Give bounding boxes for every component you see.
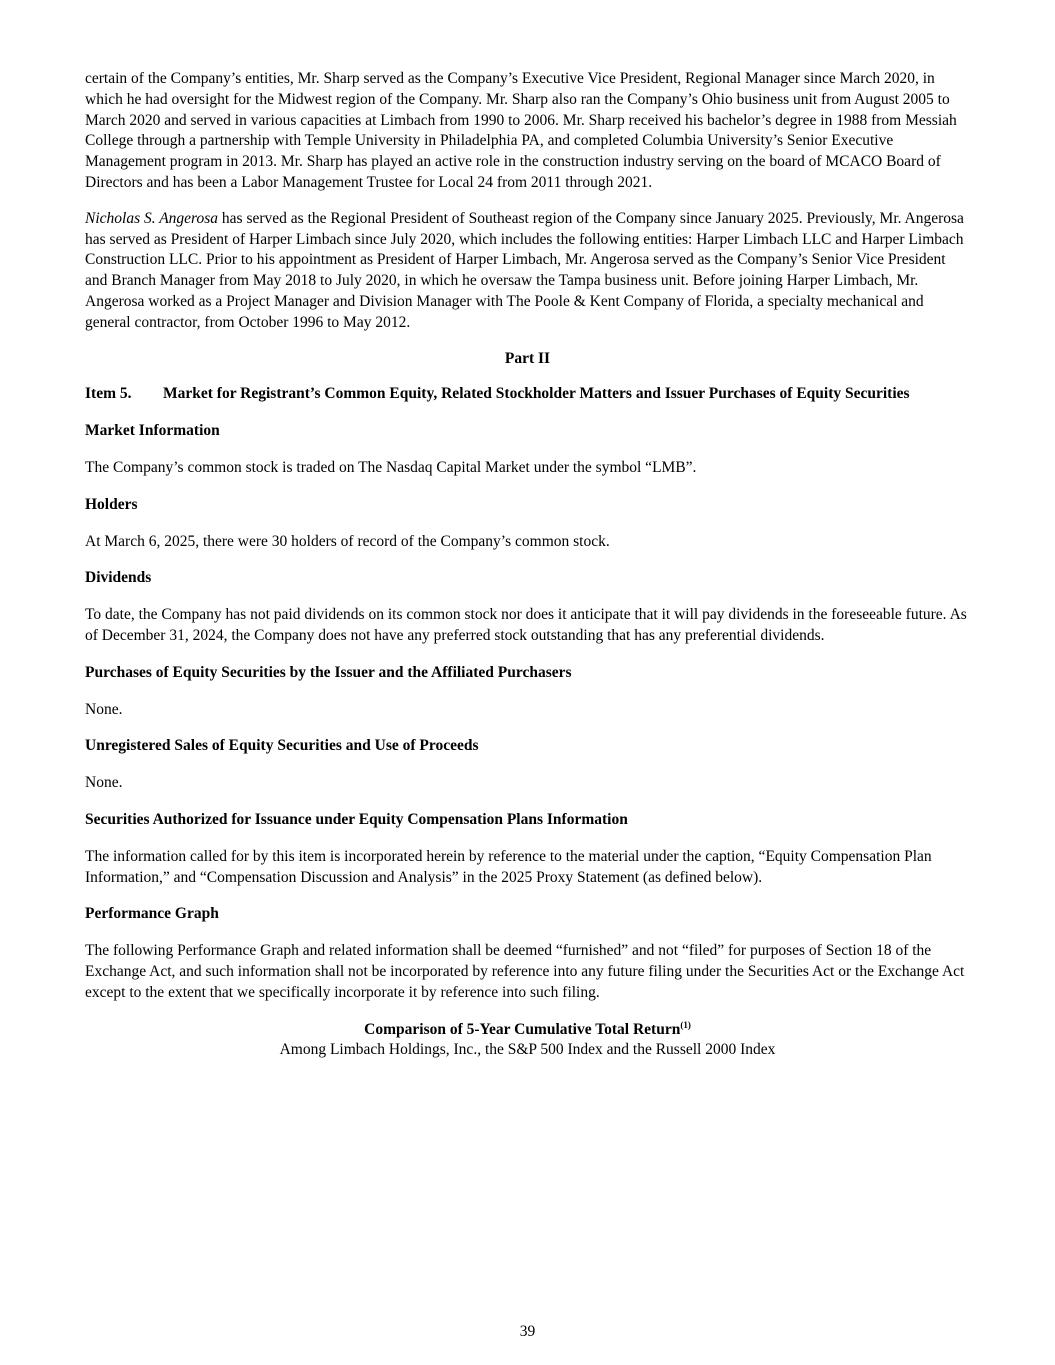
purchases-text: None. [85, 700, 123, 718]
dividends-heading: Dividends [85, 569, 152, 587]
market-info-text: The Company’s common stock is traded on The Nasdaq Capital Market under the symbol “LMB”. [85, 458, 697, 476]
sharp-bio-paragraph: certain of the Company’s entities, Mr. Sharp served as the Company’s Executive Vice President, Regional Manager since March 2020, in which he had oversight for the Midwest region of the Company. Mr. Sharp also ran the Company’s Ohio business unit from August 2005 to March 2020 and served in various capacities at Limbach from 1990 to 2006. Mr. Sharp received his bachelor’s degree in 1988 from Messiah College through a partnership with Temple University in Philadelphia PA, and completed Columbia University’s Senior Executive Management program in 2013. Mr. Sharp has played an active role in the construction industry serving on the board of MCACO Board of Directors and has been a Labor Management Trustee for Local 24 from 2011 through 2021. [85, 70, 957, 191]
holders-text: At March 6, 2025, there were 30 holders of record of the Company’s common stock. [85, 532, 610, 550]
dividends-text: To date, the Company has not paid dividends on its common stock nor does it anticipate that it will pay dividends in the foreseeable future. As of December 31, 2024, the Company does not have any preferred stock outstanding that has any preferential dividends. [85, 606, 967, 644]
page-number: 39 [519, 1323, 536, 1340]
securities-authorized-heading: Securities Authorized for Issuance under Equity Compensation Plans Information [85, 810, 628, 828]
angerosa-bio-text: has served as the Regional President of Southeast region of the Company since January 2025. Previously, Mr. Angerosa has served as President of Harper Limbach since July 2020, which includes the following entities: Harper Limbach LLC and Harper Limbach Construction LLC. Prior to his appointment as President of Harper Limbach, Mr. Angerosa served as the Company’s Senior Vice President and Branch Manager from May 2018 to July 2020, in which he oversaw the Tampa business unit. Before joining Harper Limbach, Mr. Angerosa worked as a Project Manager and Division Manager with The Poole & Kent Company of Florida, a specialty mechanical and general contractor, from October 1996 to May 2012. [85, 209, 964, 331]
chart-title-text: Comparison of 5-Year Cumulative Total Return [364, 1020, 681, 1038]
performance-graph-heading: Performance Graph [85, 905, 219, 923]
chart-caption [85, 1020, 970, 1062]
item5-heading [85, 384, 970, 405]
chart-title [85, 1020, 970, 1041]
chart-title-footnote-marker: (1) [680, 1019, 691, 1030]
purchases-heading: Purchases of Equity Securities by the Issuer and the Affiliated Purchasers [85, 663, 572, 681]
unregistered-heading: Unregistered Sales of Equity Securities and Use of Proceeds [85, 737, 479, 755]
angerosa-name: Nicholas S. Angerosa [85, 209, 219, 227]
securities-authorized-text: The information called for by this item is incorporated herein by reference to the material under the caption, “Equity Compensation Plan Information,” and “Compensation Discussion and Analysis” in the 2025 Proxy Statement (as defined below). [85, 847, 932, 886]
unregistered-text: None. [85, 774, 123, 792]
angerosa-bio-paragraph [85, 209, 970, 334]
holders-heading: Holders [85, 495, 138, 513]
part-title: Part II [504, 349, 551, 367]
market-info-heading: Market Information [85, 422, 220, 440]
item5-number: Item 5. [85, 385, 132, 403]
document-page [85, 69, 970, 1061]
chart-subtitle: Among Limbach Holdings, Inc., the S&P 500 Index and the Russell 2000 Index [279, 1041, 776, 1059]
performance-graph-text: The following Performance Graph and related information shall be deemed “furnished” and not “filed” for purposes of Section 18 of the Exchange Act, and such information shall not be incorporated by reference into any future filing under the Securities Act or the Exchange Act except to the extent that we specifically incorporate it by reference into such filing. [85, 942, 965, 1001]
item5-title: Market for Registrant’s Common Equity, Related Stockholder Matters and Issuer Purchases of Equity Securities [163, 385, 910, 403]
